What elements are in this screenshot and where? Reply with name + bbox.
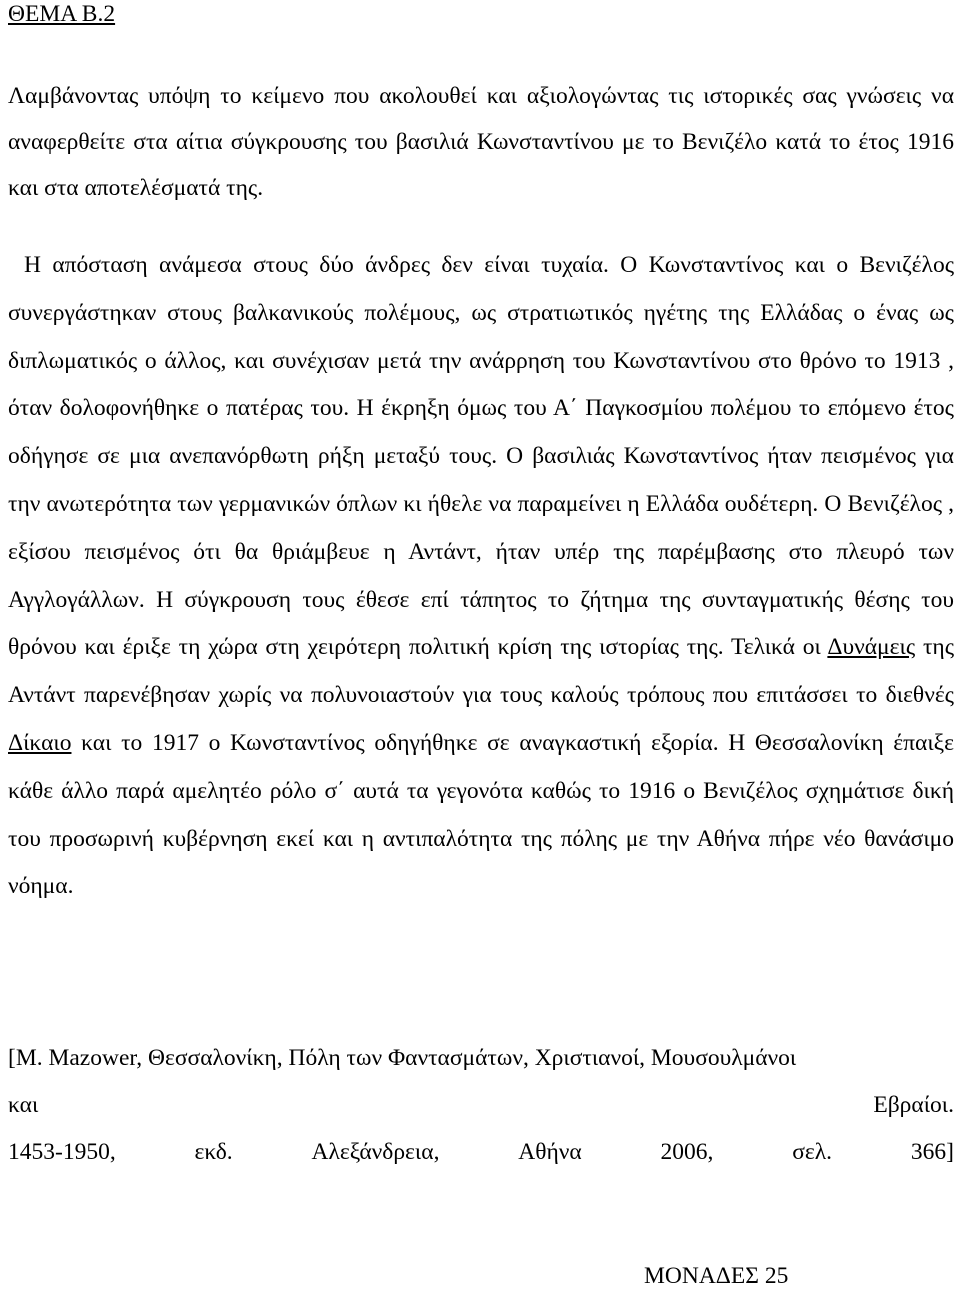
citation-word: Αλεξάνδρεια,	[311, 1139, 440, 1165]
citation-word: και	[8, 1092, 39, 1118]
excerpt-text-3: και το 1917 ο Κωνσταντίνος οδηγήθηκε σε αναγκαστική εξορία. Η Θεσσαλονίκη έπαιξε κάθε άλλο παρά αμελητέο ρόλο σ΄ αυτά τα γεγονότα καθώς το 1916 ο Βενιζέλος σχημάτισε δική του προσωρινή κυβέρνηση εκεί και η αντιπαλότητα της πόλης με την Αθήνα πήρε νέο θανάσιμο νόημα.	[8, 729, 954, 900]
citation-word: εκδ.	[194, 1139, 233, 1165]
citation-word: Εβραίοι.	[873, 1092, 954, 1118]
citation	[8, 1035, 954, 1176]
excerpt-text-1: Η απόσταση ανάμεσα στους δύο άνδρες δεν είναι τυχαία. Ο Κωνσταντίνος και ο Βενιζέλος συνεργάστηκαν στους βαλκανικούς πολέμους, ως στρατιωτικός ηγέτης της Ελλάδας ο ένας ως διπλωματικός ο άλλος, και συνέχισαν μετά την ανάρρηση του Κωνσταντίνου στο θρόνο το 1913 , όταν δολοφονήθηκε ο πατέρας του. Η έκρηξη όμως του Α΄ Παγκοσμίου πολέμου το επόμενο έτος οδήγησε σε μια ανεπανόρθωτη ρήξη μεταξύ τους. Ο βασιλιάς Κωνσταντίνος ήταν πεισμένος για την ανωτερότητα των γερμανικών όπλων κι ήθελε να παραμείνει η Ελλάδα ουδέτερη. Ο Βενιζέλος , εξίσου πεισμένος ότι θα θριάμβευε η Αντάντ, ήταν υπέρ της παρέμβασης στο πλευρό των Αγγλογάλλων. Η σύγκρουση τους έθεσε επί τάπητος το ζήτημα της συνταγματικής θέσης του θρόνου και έριξε τη χώρα στη χειρότερη πολιτική κρίση της ιστορίας της. Τελικά οι	[8, 252, 954, 661]
citation-line-2	[8, 1082, 954, 1129]
source-excerpt	[8, 242, 954, 911]
citation-line-3	[8, 1129, 954, 1176]
citation-text: [Μ. Mazower, Θεσσαλονίκη, Πόλη των Φαντασμάτων, Χριστιανοί, Μουσουλμάνοι	[8, 1045, 797, 1071]
excerpt-text-2: της Αντάντ παρενέβησαν χωρίς να πολυνοιαστούν για τους καλούς τρόπους που επιτάσσει το διεθνές	[8, 634, 954, 709]
citation-word: 366]	[910, 1139, 954, 1165]
question-text: Λαμβάνοντας υπόψη το κείμενο που ακολουθεί και αξιολογώντας τις ιστορικές σας γνώσεις να αναφερθείτε στα αίτια σύγκρουσης του βασιλιά Κωνσταντίνου με το Βενιζέλο κατά το έτος 1916 και στα αποτελέσματά της.	[8, 83, 954, 201]
points-label: ΜΟΝΑΔΕΣ 25	[644, 1263, 789, 1289]
citation-line-1	[8, 1035, 954, 1082]
section-title: ΘΕΜΑ Β.2	[8, 1, 116, 27]
link-dikaio[interactable]: Δίκαιο	[8, 729, 72, 756]
citation-word: 1453-1950,	[8, 1139, 116, 1165]
citation-word: 2006,	[660, 1139, 714, 1165]
link-dynameis[interactable]: Δυνάμεις	[827, 634, 916, 661]
citation-word: σελ.	[792, 1139, 833, 1165]
citation-word: Αθήνα	[518, 1139, 582, 1165]
